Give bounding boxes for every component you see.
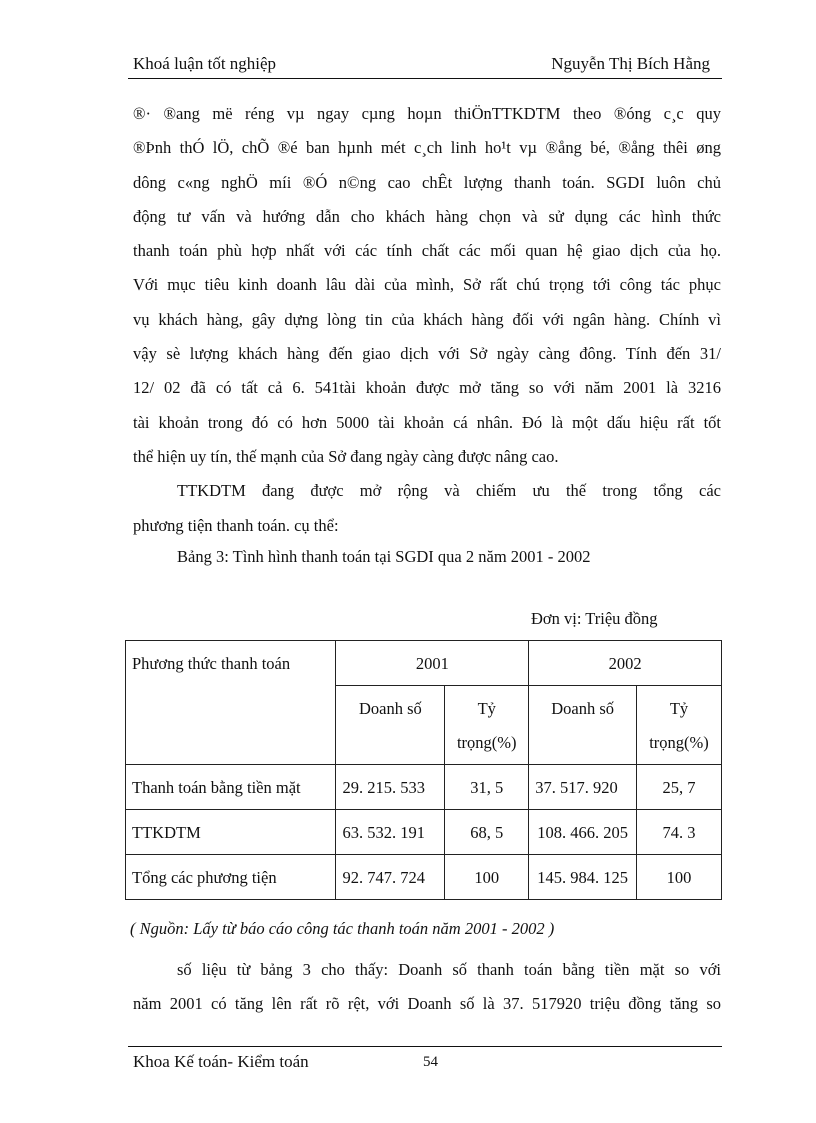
footer-divider <box>128 1046 722 1047</box>
table-header-row <box>126 641 722 686</box>
header-method: Phương thức thanh toán <box>126 641 336 765</box>
cell-sales-2001: 92. 747. 724 <box>336 855 445 900</box>
text-line: phương tiện thanh toán. cụ thể: <box>133 515 339 535</box>
text-line: năm 2001 có tăng lên rất rõ rệt, với Doanh số là 37. 517920 triệu đồng tăng so <box>133 994 721 1014</box>
text-line: thanh toán phù hợp nhất với các tính chất các mối quan hệ giao dịch của họ. <box>133 241 721 261</box>
header-title: Khoá luận tốt nghiệp <box>133 54 277 73</box>
header-share-2002: Tỷ trọng(%) <box>637 686 722 765</box>
text-line: Với mục tiêu kinh doanh lâu dài của mình, Sở rất chú trọng tới công tác phục <box>133 275 721 295</box>
text-line: ®Þnh thÓ lÖ, chÕ ®é ban hµnh mét c¸ch linh ho¹t vµ ®ång bé, ®ång thêi øng <box>133 138 721 158</box>
table-source: ( Nguồn: Lấy từ báo cáo công tác thanh toán năm 2001 - 2002 ) <box>130 919 555 938</box>
header-share-2001: Tỷ trọng(%) <box>445 686 529 765</box>
analysis-paragraph <box>133 953 721 1022</box>
header-author: Nguyễn Thị Bích Hằng <box>551 54 710 73</box>
table-unit: Đơn vị: Triệu đồng <box>531 609 658 628</box>
cell-share-2001: 31, 5 <box>445 765 529 810</box>
text-line: động tư vấn và hướng dẫn cho khách hàng chọn và sử dụng các hình thức <box>133 206 721 226</box>
cell-share-2001: 100 <box>445 855 529 900</box>
text-line: dông c«ng nghÖ míi ®Ó n©ng cao chÊt lượng thanh toán. SGDI luôn chủ <box>133 172 721 192</box>
body-paragraph <box>133 97 721 543</box>
cell-share-2002: 74. 3 <box>637 810 722 855</box>
text-line: số liệu từ bảng 3 cho thấy: Doanh số thanh toán bằng tiền mặt so với <box>177 960 721 979</box>
row-label: Tổng các phương tiện <box>126 855 336 900</box>
header-year-2002: 2002 <box>529 641 722 686</box>
cell-sales-2001: 63. 532. 191 <box>336 810 445 855</box>
header-divider <box>128 78 722 79</box>
cell-sales-2002: 108. 466. 205 <box>529 810 637 855</box>
cell-share-2002: 100 <box>637 855 722 900</box>
footer-department: Khoa Kế toán- Kiểm toán <box>133 1052 309 1071</box>
text-line: tài khoản trong đó có hơn 5000 tài khoản cá nhân. Đó là một dấu hiệu rất tốt <box>133 412 721 432</box>
row-label: Thanh toán bằng tiền mặt <box>126 765 336 810</box>
header-sales-2001: Doanh số <box>336 686 445 765</box>
payment-table <box>125 640 722 900</box>
cell-share-2001: 68, 5 <box>445 810 529 855</box>
cell-sales-2002: 37. 517. 920 <box>529 765 637 810</box>
cell-sales-2002: 145. 984. 125 <box>529 855 637 900</box>
text-line: thể hiện uy tín, thế mạnh của Sở đang ngày càng được nâng cao. <box>133 446 559 466</box>
text-line: vụ khách hàng, gây dựng lòng tin của khách hàng đối với ngân hàng. Chính vì <box>133 309 721 329</box>
table-row <box>126 810 722 855</box>
header-sales-2002: Doanh số <box>529 686 637 765</box>
table-row <box>126 855 722 900</box>
text-line: ®· ®ang më réng vµ ngay cµng hoµn thiÖnTTKDTM theo ®óng c¸c quy <box>133 104 721 123</box>
page-number: 54 <box>423 1054 438 1070</box>
text-line: 12/ 02 đã có tất cả 6. 541tài khoản được mở tăng so với năm 2001 là 3216 <box>133 378 721 398</box>
text-line: vậy sè lượng khách hàng đến giao dịch với Sở ngày càng đông. Tính đến 31/ <box>133 344 721 364</box>
header-year-2001: 2001 <box>336 641 529 686</box>
text-line: TTKDTM đang được mở rộng và chiếm ưu thế trong tổng các <box>177 481 721 501</box>
cell-share-2002: 25, 7 <box>637 765 722 810</box>
cell-sales-2001: 29. 215. 533 <box>336 765 445 810</box>
row-label: TTKDTM <box>126 810 336 855</box>
table-row <box>126 765 722 810</box>
table-caption: Bảng 3: Tình hình thanh toán tại SGDI qua 2 năm 2001 - 2002 <box>177 547 591 566</box>
